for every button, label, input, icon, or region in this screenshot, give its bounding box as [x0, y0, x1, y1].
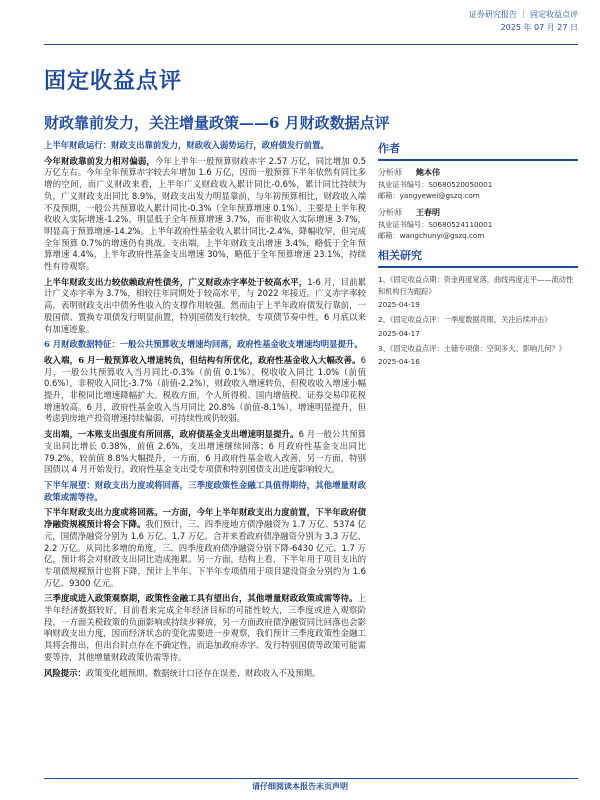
report-title: 财政靠前发力，关注增量政策——6 月财政数据点评 — [44, 114, 390, 132]
related-research-item[interactable] — [378, 343, 578, 368]
paragraph-3-body: 6 月，一般公共预算收入当月同比-0.3%（前值 0.1%），税收收入同比 1.0%（前值 0.6%），非税收入同比-3.7%（前值-2.2%），财政收入增速转负，但税收收入增速小幅提升，非税同比增速降幅扩大。税收方面，个人所得税、国内增值税、证券交易印花税增速较高。6 月，政府性基金收入当月同比 20.8%（前值-8.1%），增速明显提升，但考虑到房地产投资增速持续偏弱，可持续性或仍较弱。 — [44, 354, 366, 424]
paragraph-6 — [44, 593, 366, 663]
analyst-name: 鲍本伟 — [416, 168, 440, 177]
report-date: 2025 年 07 月 27 日 — [500, 23, 578, 32]
analyst-email[interactable]: 邮箱：yangyewei@gszq.com — [378, 191, 480, 200]
related-research-item[interactable] — [378, 314, 578, 339]
paragraph-5 — [44, 507, 366, 589]
analyst-card — [378, 167, 578, 201]
outlook-heading: 下半年展望：财政支出力度或将回落，三季度政策性金融工具值得期待，其他增量财政政策或需等待。 — [44, 479, 366, 502]
paragraph-6-lead: 三季度或进入政策观察期，政策性金融工具有望出台，其他增量财政政策或需等待。 — [44, 593, 358, 604]
paragraph-2 — [44, 277, 366, 336]
paragraph-1-body: 今年上半年一般预算财政赤字 2.57 万亿，同比增加 0.5 万亿左右。今年全年预算赤字较去年增加 1.6 万亿，因而一般预算下半年依然有同比多增的空间，而广义财政来看，上半年广义财政收入累计同比-0.6%，累计同比持续为负，广义财政支出同比 8.9%，财政支出发力明显靠前，与年初预算相比，财政收入端不及预期，一般公共预算收入累计同比-0.3%（全年预算增速 0.1%），主要是上半年税收收入实际增速-1.2%，明显低于全年预算增速 3.7%，而非税收入实际增速 3.7%，明显高于预算增速-14.2%。上半年政府性基金收入累计同比-2.4%，降幅收窄，但完成全年预算 0.7%的增速仍有挑战。支出端，上半年财政支出增速 3.4%，略低于全年预算增速 4.4%，上半年政府性基金支出增速 30%，略低于全年预算增速 23.1%，持续性有待观察。 — [44, 155, 367, 272]
related-research-title[interactable]: 2、《固定收益点评：一季度数据亮眼，关注后续冲击》 — [378, 315, 552, 324]
related-research-title[interactable]: 1、《固定收益点期：资金再度宽落，曲线再度走平——流动性和机构行为跟踪》 — [378, 275, 574, 296]
header-divider — [44, 44, 578, 45]
summary-heading: 上半年财政运行：财政支出靠前发力，财政收入弱势运行，政府债发行前置。 — [44, 140, 329, 150]
paragraph-1 — [44, 156, 366, 273]
authors-heading: 作者 — [378, 140, 578, 161]
footer-divider — [44, 778, 578, 779]
paragraph-5-body: 我们预计，三、四季度地方债净融资为 1.7 万亿、5374 亿元，国债净融资分别为 1.6 万亿、1.7 万亿，合并来看政府债净融资分别为 3.3 万亿、2.2 万亿。从同比多增的角度，三、四季度政府债净融资分别下降-6430 亿元、1.7 万亿，预计将会对财政支出同比造成拖累。另一方面，结构上看，下半年用于项目支出的专项债规模预计也将下降，预计上半年、下半年专项债用于项目建设资金分别约为 1.6 万亿、9300 亿元。 — [44, 519, 366, 588]
report-type-tag: 证券研究报告 ｜ 固定收益点评 — [468, 10, 578, 19]
analyst-name-row — [378, 207, 578, 219]
paragraph-2-lead: 上半年财政支出力较依赖政府性债务，广义财政赤字率处于较高水平， — [44, 276, 308, 287]
paragraph-3 — [44, 355, 366, 425]
related-research-date: 2025-04-16 — [378, 357, 420, 366]
risk-warning-label: 风险提示： — [44, 667, 86, 678]
related-research-date: 2025-04-17 — [378, 328, 420, 338]
analyst-cert: 执业证书编号：S0680520050001 — [378, 180, 493, 189]
risk-warning — [44, 668, 366, 680]
related-research-item[interactable] — [378, 274, 578, 310]
paragraph-6-body: 上半年经济数据较好，目前看来完成全年经济目标的可能性较大，三季度或进入观察阶段，一方面关税政策的负面影响或持续步释放，另一方面政府债净融资同比回落也会影响财政支出力度，因而经济状态的变化需要进一步观察，我们预计三季度政策性金融工具将会推出，但出台时点存在不确定性，而追加政府赤字、发行特别国债等政策可能需要等待，其他增量财政政策仍需等待。 — [44, 593, 366, 662]
related-research-date: 2025-04-19 — [378, 300, 420, 309]
analyst-label: 分析师 — [378, 208, 402, 217]
analyst-name: 王春明 — [416, 208, 440, 217]
related-research-heading: 相关研究 — [378, 247, 578, 268]
analyst-name-row — [378, 167, 578, 179]
section-logo: 固定收益点评 — [44, 68, 183, 94]
analyst-cert: 执业证书编号：S0680524110001 — [378, 220, 493, 229]
paragraph-4-body: 6 月一般公共预算支出同比增长 0.38%，前值 2.6%，支出增速继续回落；6 月政府性基金支出同比 79.2%，较前值 8.8%大幅提升，一方面，6 月政府性基金收入改善，另一方面，特别国债以 4 月开始发行，政府性基金支出受专项债和特别国债支出进度影响较大。 — [44, 429, 366, 475]
june-feature-heading: 6 月财政数据特征：一般公共预算收支增速均回落，政府性基金收支增速均明显提升。 — [44, 339, 363, 350]
analyst-label: 分析师 — [378, 168, 402, 177]
footer-disclaimer: 请仔细阅读本报告末页声明 — [252, 781, 348, 791]
analyst-email[interactable]: 邮箱：wangchunyi@gszq.com — [378, 231, 485, 240]
paragraph-5-lead: 下半年财政支出力度或将回落。一方面，今年上半年财政支出力度前置，下半年政府债净融资规模预计将会下降。 — [44, 507, 366, 530]
paragraph-2-body: 1-6 月，目前累计广义赤字率为 3.7%，相较往年同期处于较高水平，与 2022 年接近。广义赤字率较高，表明财政支出中债务性收入的支撑作用较强。然而由于上半年政府债发行靠前，一般国债、置换专项债发行明显前置，特别国债发行较快，专项债节奏中性，6 月底以来有加速迹象。 — [44, 276, 366, 334]
sidebar — [378, 140, 578, 371]
paragraph-3-lead: 收入端，6 月一般预算收入增速转负，但结构有所优化，政府性基金收入大幅改善。 — [44, 354, 361, 365]
risk-warning-body: 政策变化超预期、数据统计口径存在误差、财政收入不及预期。 — [85, 667, 321, 678]
related-research-title[interactable]: 3、《固定收益点评：土储专项债：空间多大、影响几何？》 — [378, 343, 566, 353]
main-column — [44, 140, 366, 683]
analyst-card — [378, 207, 578, 241]
paragraph-1-lead: 今年财政靠前发力相对偏弱， — [44, 155, 155, 166]
paragraph-4 — [44, 429, 366, 476]
paragraph-4-lead: 支出端，一本账支出强度有所回落，政府债基金支出增速明显提升。 — [44, 429, 299, 440]
